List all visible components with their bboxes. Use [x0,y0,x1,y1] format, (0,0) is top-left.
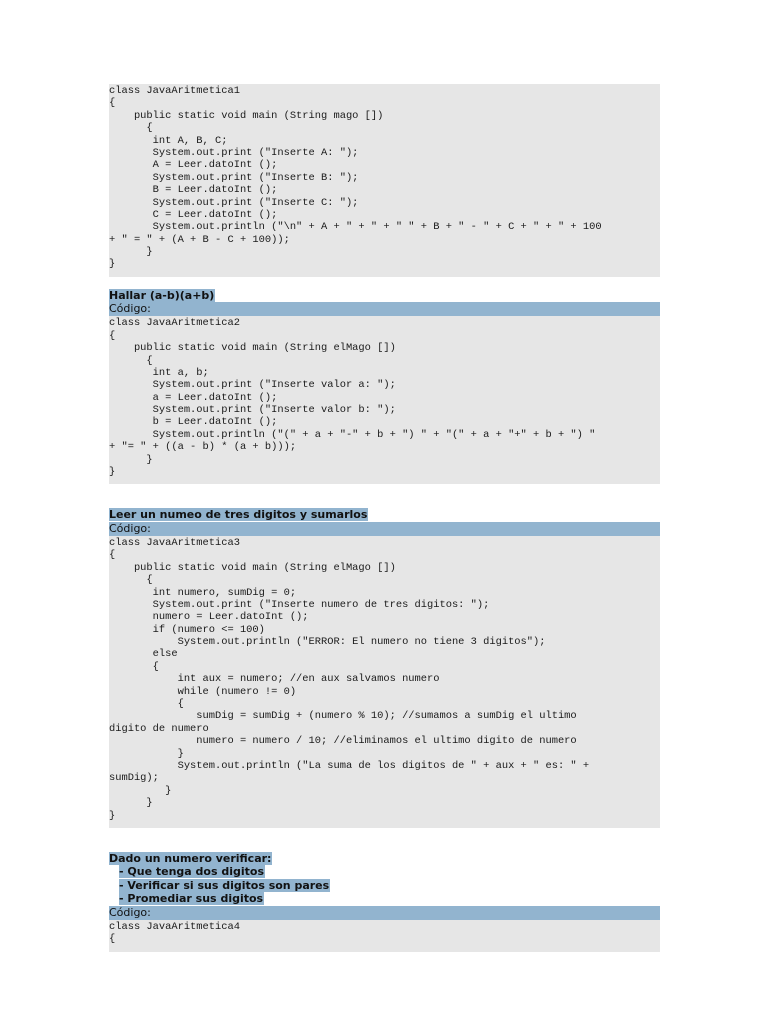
codigo-label: Código: [109,302,660,316]
section-heading-4: Dado un numero verificar: [109,851,272,865]
code-line: } [109,246,153,259]
codigo-label: Código: [109,522,660,536]
code-line: + "= " + ((a - b) * (a + b))); [109,441,297,454]
code-line: { [109,933,116,946]
code-line: { [109,329,116,342]
code-line: } [109,809,116,822]
code-line: else [109,648,178,661]
code-line: b = Leer.datoInt (); [109,416,278,429]
code-line: { [109,97,116,110]
code-line: System.out.print ("Inserte A: "); [109,146,359,159]
code-line: while (numero != 0) [109,685,297,698]
code-line: int a, b; [109,366,209,379]
code-line: { [109,660,159,673]
spacer [109,484,660,508]
code-line: C = Leer.datoInt (); [109,208,278,221]
code-line: } [109,797,153,810]
code-line: System.out.print ("Inserte B: "); [109,171,359,184]
code-line: B = Leer.datoInt (); [109,184,278,197]
code-block-2 [109,316,660,484]
code-line: A = Leer.datoInt (); [109,159,278,172]
section-heading-2: Hallar (a-b)(a+b) [109,288,215,302]
code-line: System.out.println ("\n" + A + " + " + " " + B + " - " + C + " + " + 100 [109,221,602,234]
heading-bullet: - Que tenga dos digitos [119,865,265,879]
code-line: } [109,258,116,271]
code-line: System.out.print ("Inserte valor a: "); [109,379,396,392]
code-line: numero = numero / 10; //eliminamos el ultimo digito de numero [109,735,577,748]
code-line: { [109,354,153,367]
code-line: sumDig); [109,772,159,785]
code-line: class JavaAritmetica3 [109,536,240,549]
code-block-3 [109,536,660,828]
code-block-1 [109,84,660,277]
code-line: int A, B, C; [109,134,228,147]
code-line: if (numero <= 100) [109,623,265,636]
code-line: System.out.println ("La suma de los digitos de " + aux + " es: " + [109,759,590,772]
code-line: int numero, sumDig = 0; [109,586,297,599]
section-heading-3: Leer un numeo de tres digitos y sumarlos [109,508,368,522]
code-line: System.out.print ("Inserte C: "); [109,196,359,209]
document-page [109,84,660,952]
code-line: a = Leer.datoInt (); [109,391,278,404]
code-line: class JavaAritmetica4 [109,920,240,933]
code-line: public static void main (String elMago []) [109,342,396,355]
code-line: { [109,549,116,562]
code-line: numero = Leer.datoInt (); [109,611,309,624]
code-line: public static void main (String elMago []) [109,561,396,574]
code-line: { [109,698,184,711]
heading-bullet: - Verificar si sus digitos son pares [119,878,330,892]
code-line: } [109,453,153,466]
code-block-4 [109,920,660,952]
code-line: } [109,466,116,479]
code-line: { [109,122,153,135]
code-line: digito de numero [109,722,209,735]
code-line: System.out.println ("(" + a + "-" + b + ") " + "(" + a + "+" + b + ") " [109,428,596,441]
code-line: sumDig = sumDig + (numero % 10); //sumamos a sumDig el ultimo [109,710,577,723]
code-line: System.out.println ("ERROR: El numero no tiene 3 digitos"); [109,636,546,649]
code-line: public static void main (String mago []) [109,109,384,122]
code-line: class JavaAritmetica1 [109,85,240,97]
code-line: System.out.print ("Inserte valor b: "); [109,404,396,417]
code-line: } [109,747,184,760]
codigo-label: Código: [109,906,660,920]
code-line: class JavaAritmetica2 [109,317,240,330]
code-line: System.out.print ("Inserte numero de tres digitos: "); [109,598,490,611]
code-line: int aux = numero; //en aux salvamos numero [109,673,440,686]
code-line: } [109,784,172,797]
code-line: { [109,574,153,587]
spacer [109,277,660,289]
heading-bullet: - Promediar sus digitos [119,892,264,906]
spacer [109,828,660,852]
code-line: + " = " + (A + B - C + 100)); [109,233,290,246]
